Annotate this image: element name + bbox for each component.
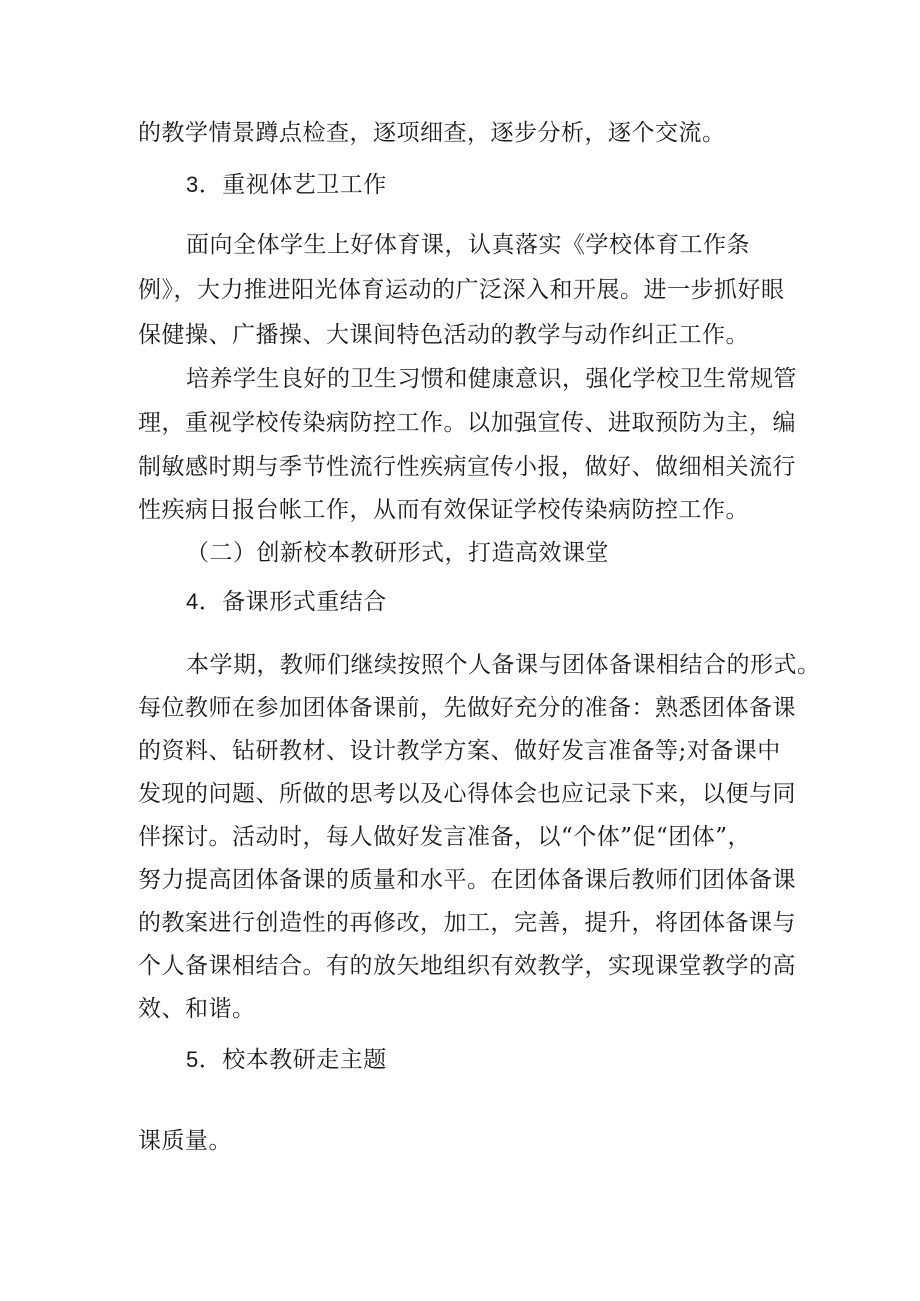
paragraph-line: 的教学情景蹲点检查，逐项细查，逐步分析，逐个交流。 — [138, 120, 726, 146]
paragraph-line: 制敏感时期与季节性流行性疾病宣传小报，做好、做细相关流行 — [138, 454, 796, 480]
paragraph-line: 本学期，教师们继续按照个人备课与团体备课相结合的形式。 — [186, 652, 821, 678]
paragraph-line: 理，重视学校传染病防控工作。以加强宣传、进取预防为主，编 — [138, 410, 796, 436]
heading-4 — [186, 587, 387, 617]
heading-text: ．备课形式重结合 — [198, 589, 387, 615]
paragraph-line: 发现的问题、所做的思考以及心得体会也应记录下来，以便与同 — [138, 781, 796, 807]
heading-number: 5 — [186, 1047, 199, 1072]
section-heading: （二）创新校本教研形式，打造高效课堂 — [186, 540, 609, 566]
heading-5 — [186, 1045, 387, 1075]
paragraph-line: 伴探讨。活动时，每人做好发言准备，以“个体”促“团体”， — [138, 824, 752, 850]
heading-3 — [186, 170, 387, 200]
paragraph-line: 效、和谐。 — [138, 996, 256, 1022]
paragraph-line: 每位教师在参加团体备课前，先做好充分的准备：熟悉团体备课 — [138, 695, 796, 721]
paragraph-line: 培养学生良好的卫生习惯和健康意识，强化学校卫生常规管 — [186, 366, 797, 392]
heading-number: 4 — [186, 589, 199, 614]
heading-text: ．重视体艺卫工作 — [198, 172, 387, 198]
paragraph-line: 例》，大力推进阳光体育运动的广泛深入和开展。进一步抓好眼 — [138, 277, 785, 303]
paragraph-line: 的教案进行创造性的再修改，加工，完善，提升，将团体备课与 — [138, 910, 796, 936]
paragraph-line: 个人备课相结合。有的放矢地组织有效教学，实现课堂教学的高 — [138, 953, 796, 979]
paragraph-line: 保健操、广播操、大课间特色活动的教学与动作纠正工作。 — [138, 322, 749, 348]
paragraph-line: 的资料、钻研教材、设计教学方案、做好发言准备等;对备课中 — [138, 738, 781, 764]
paragraph-line: 努力提高团体备课的质量和水平。在团体备课后教师们团体备课 — [138, 867, 796, 893]
heading-text: ．校本教研走主题 — [198, 1047, 387, 1073]
paragraph-line: 面向全体学生上好体育课，认真落实《学校体育工作条 — [186, 232, 750, 258]
heading-number: 3 — [186, 172, 199, 197]
paragraph-line: 课质量。 — [138, 1128, 232, 1154]
paragraph-line: 性疾病日报台帐工作，从而有效保证学校传染病防控工作。 — [138, 497, 749, 523]
